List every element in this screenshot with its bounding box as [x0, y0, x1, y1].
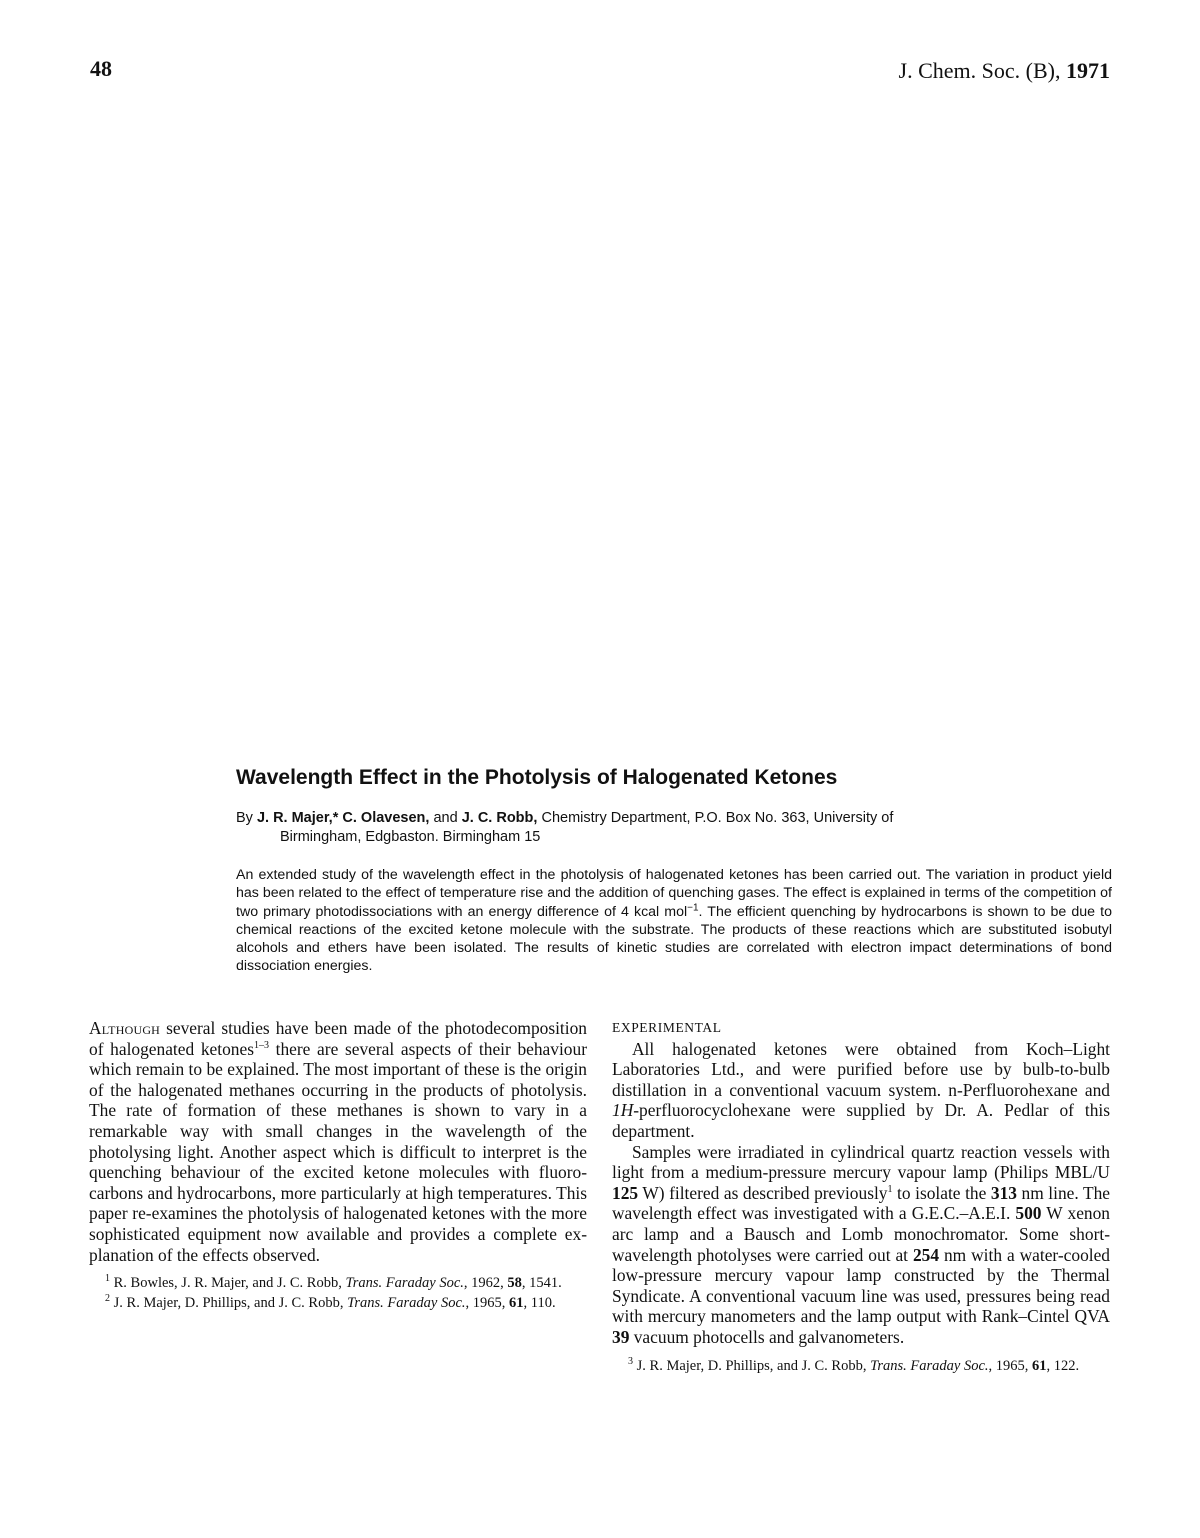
para2-reference: 1 — [887, 1183, 893, 1195]
footnote-3 — [612, 1355, 1110, 1374]
abstract-superscript: −1 — [687, 901, 699, 913]
para2-bold-4: 254 — [912, 1244, 940, 1265]
intro-part-b: there are several aspects of their behaviour which remain to be explained. The most important of these is the origin of the halogenated methanes occurring in the products of photolysis. The rate of formation of these methanes is shown to vary in a remarkable way with small changes in the wavelength of the photolysing light. Another aspect which is difficult to interpret is the quenching behaviour of the excited ketone molecules with fluorocarbons and hydrocarbons, more particularly at high temperatures. This paper re-examines the photolysis of halogenated ketones with the more sophisticated equipment now available and provides a complete explanation of the effects observed. — [89, 1038, 587, 1265]
footnote-year: , 1965, — [465, 1295, 509, 1312]
footnote-journal: Trans. Faraday Soc. — [345, 1275, 464, 1292]
footnote-2 — [89, 1295, 587, 1311]
abstract — [236, 866, 1112, 976]
page-number: 48 — [90, 56, 112, 81]
para2-text-e: nm line. The wavelength effect was investigated with a G.E.C.–A.E.I. — [612, 1182, 1110, 1224]
footnote-volume: 61 — [509, 1295, 524, 1312]
para2-bold-3: 500 — [1015, 1203, 1042, 1224]
footnote-journal: Trans. Faraday Soc. — [347, 1295, 466, 1312]
para2-bold-1: 125 — [612, 1182, 639, 1203]
para2-bold-5: 39 — [612, 1326, 630, 1347]
author-robb: J. C. Robb, — [461, 810, 538, 826]
journal-prefix: J. Chem. Soc. (B), — [898, 58, 1061, 83]
author-majer: J. R. Majer,* — [256, 810, 339, 826]
experimental-paragraph-2 — [612, 1142, 1110, 1348]
intro-part-a: several studies have been made of the photodecomposition of halogenated ketones — [89, 1018, 587, 1059]
journal-year: 1971 — [1066, 58, 1110, 83]
footnote-authors: R. Bowles, J. R. Majer, and J. C. Robb, — [110, 1275, 346, 1292]
footnote-1 — [89, 1275, 587, 1291]
lead-word: Although — [89, 1018, 161, 1038]
footnote-pages: , 110. — [523, 1295, 556, 1312]
para2-text-a: Samples were irradiated in cylindrical quartz reaction vessels with light from a medium-pressure mercury vapour lamp (Philips MBL/U — [612, 1141, 1110, 1183]
footnote-number: 1 — [105, 1273, 110, 1285]
footnote-pages: , 122. — [1046, 1357, 1080, 1374]
para2-text-c: W) filtered as described previously — [638, 1182, 888, 1203]
left-footnotes — [89, 1275, 587, 1311]
para1-italic: 1H — [612, 1100, 634, 1121]
para1-text-b: -perfluorocyclohexane were supplied by Dr. A. Pedlar of this department. — [612, 1100, 1110, 1141]
footnote-number: 3 — [628, 1355, 633, 1367]
para2-text-f: W xenon arc lamp and a Bausch and Lomb monochromator. Some short-wavelength photolyses were carried out at — [612, 1203, 1110, 1265]
footnote-pages: , 1541. — [521, 1275, 562, 1292]
article-title: Wavelength Effect in the Photolysis of Halogenated Ketones — [236, 766, 838, 789]
byline-by: By — [236, 810, 253, 826]
byline — [236, 809, 1112, 847]
footnote-year: , 1962, — [463, 1275, 508, 1292]
abstract-part-a: An extended study of the wavelength effect in the photolysis of halogenated ketones has been carried out. The variation in product yield has been related to the effect of temperature rise and the addition of quenching gases. The effect is explained in terms of the competition of two primary photodissociations with an energy difference of 4 kcal mol — [236, 867, 1112, 920]
footnote-year: , 1965, — [988, 1357, 1032, 1374]
left-column — [89, 1018, 587, 1315]
footnote-volume: 58 — [507, 1275, 522, 1292]
affiliation-line-1: Chemistry Department, P.O. Box No. 363, University of — [541, 810, 894, 826]
introduction-paragraph — [89, 1018, 587, 1265]
para2-bold-2: 313 — [990, 1182, 1017, 1203]
affiliation-line-2: Birmingham, Edgbaston. Birmingham 15 — [280, 829, 541, 845]
footnote-authors: J. R. Majer, D. Phillips, and J. C. Robb, — [110, 1295, 348, 1312]
abstract-part-b: . The efficient quenching by hydrocarbons is shown to be due to chemical reactions of the excited ketone molecule with the substrate. The products of these reactions which are substituted isobutyl alcohols and ethers have been isolated. The results of kinetic studies are correlated with electron impact determinations of bond dissociation energies. — [236, 903, 1112, 975]
section-heading-experimental: EXPERIMENTAL — [612, 1020, 722, 1035]
experimental-paragraph-1 — [612, 1039, 1110, 1142]
right-footnotes — [612, 1355, 1110, 1374]
footnote-journal: Trans. Faraday Soc. — [870, 1357, 989, 1374]
para2-text-g: nm with a water-cooled low-pressure mercury vapour lamp constructed by the Thermal Syndicate. A conventional vacuum line was used, pressures being read with mercury manometers and the lamp output with Rank–Cintel QVA — [612, 1244, 1111, 1327]
footnote-number: 2 — [105, 1293, 110, 1305]
intro-reference: 1–3 — [253, 1039, 269, 1051]
para2-text-h: vacuum photocells and galvanometers. — [629, 1326, 905, 1347]
author-olavesen: C. Olavesen, — [342, 810, 430, 826]
footnote-volume: 61 — [1032, 1357, 1047, 1374]
right-column — [612, 1018, 1110, 1378]
journal-reference — [899, 58, 1110, 84]
para1-text-a: All halogenated ketones were obtained from Koch–Light Laboratories Ltd., and were purified before use by bulb-to-bulb distillation in a conventional vacuum system. n-Perfluorohexane and — [612, 1038, 1110, 1100]
para2-text-d: to isolate the — [892, 1182, 991, 1203]
byline-and: and — [433, 810, 458, 826]
footnote-authors: J. R. Majer, D. Phillips, and J. C. Robb, — [633, 1357, 871, 1374]
